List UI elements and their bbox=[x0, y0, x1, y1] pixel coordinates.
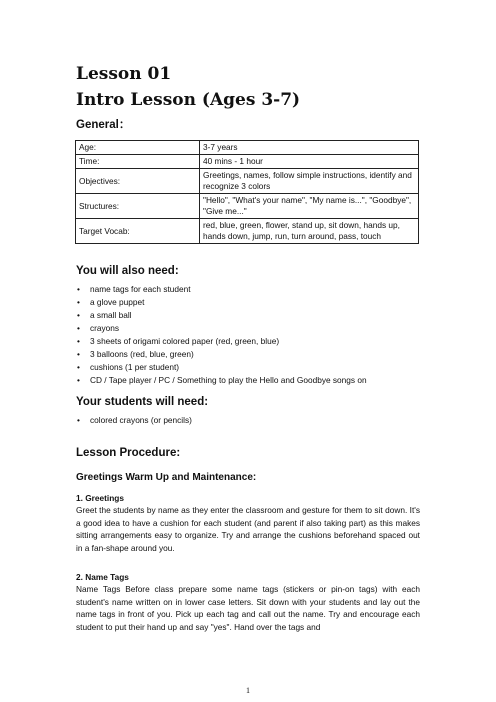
bullet-icon: • bbox=[77, 310, 80, 320]
warmup-heading: Greetings Warm Up and Maintenance: bbox=[76, 472, 257, 483]
list-item bbox=[76, 414, 192, 427]
student-materials-list bbox=[76, 414, 192, 427]
page-number: 1 bbox=[246, 686, 250, 695]
list-item-text: colored crayons (or pencils) bbox=[90, 415, 192, 425]
list-item-text: 3 balloons (red, blue, green) bbox=[90, 349, 194, 359]
lesson-info-table bbox=[75, 140, 419, 244]
bullet-icon: • bbox=[77, 375, 80, 385]
greetings-section bbox=[76, 492, 420, 554]
list-item bbox=[76, 374, 367, 387]
bullet-icon: • bbox=[77, 349, 80, 359]
bullet-icon: • bbox=[77, 336, 80, 346]
info-key: Structures: bbox=[76, 194, 200, 219]
name-tags-text: Name Tags Before class prepare some name tags (stickers or pin-on tags) with each student's name written on in lower case letters. Sit down with your students and lay out the name tags in front of you. Pick up each tag and call out the name. Try and encourage each student to put their hand up and say "yes". Hand over the tags and bbox=[76, 584, 420, 632]
name-tags-section bbox=[76, 571, 420, 633]
list-item-text: crayons bbox=[90, 323, 120, 333]
bullet-icon: • bbox=[77, 362, 80, 372]
info-key: Age: bbox=[76, 141, 200, 155]
info-row bbox=[76, 155, 419, 169]
materials-list bbox=[76, 283, 367, 387]
name-tags-label: 2. Name Tags bbox=[76, 572, 129, 582]
info-value: "Hello", "What's your name", "My name is...", "Goodbye", "Give me..." bbox=[200, 194, 419, 219]
list-item bbox=[76, 309, 367, 322]
also-need-heading: You will also need: bbox=[76, 265, 179, 277]
general-heading: General： bbox=[76, 119, 131, 131]
info-key: Target Vocab: bbox=[76, 219, 200, 244]
list-item bbox=[76, 335, 367, 348]
info-value: Greetings, names, follow simple instructions, identify and recognize 3 colors bbox=[200, 169, 419, 194]
bullet-icon: • bbox=[77, 284, 80, 294]
list-item-text: a glove puppet bbox=[90, 297, 145, 307]
bullet-icon: • bbox=[77, 297, 80, 307]
lesson-title: Intro Lesson (Ages 3-7) bbox=[76, 90, 301, 110]
list-item-text: CD / Tape player / PC / Something to play the Hello and Goodbye songs on bbox=[90, 375, 367, 385]
list-item-text: 3 sheets of origami colored paper (red, green, blue) bbox=[90, 336, 280, 346]
info-row bbox=[76, 169, 419, 194]
list-item bbox=[76, 361, 367, 374]
lesson-number-title: Lesson 01 bbox=[76, 64, 172, 84]
list-item bbox=[76, 296, 367, 309]
info-key: Time: bbox=[76, 155, 200, 169]
info-value: 3-7 years bbox=[200, 141, 419, 155]
students-need-heading: Your students will need: bbox=[76, 396, 209, 408]
list-item bbox=[76, 322, 367, 335]
info-row bbox=[76, 194, 419, 219]
info-row bbox=[76, 219, 419, 244]
list-item-text: a small ball bbox=[90, 310, 132, 320]
info-value: 40 mins - 1 hour bbox=[200, 155, 419, 169]
list-item-text: name tags for each student bbox=[90, 284, 191, 294]
info-value: red, blue, green, flower, stand up, sit down, hands up, hands down, jump, run, turn around, pass, touch bbox=[200, 219, 419, 244]
list-item bbox=[76, 348, 367, 361]
bullet-icon: • bbox=[77, 323, 80, 333]
info-key: Objectives: bbox=[76, 169, 200, 194]
list-item-text: cushions (1 per student) bbox=[90, 362, 180, 372]
bullet-icon: • bbox=[77, 415, 80, 425]
procedure-heading: Lesson Procedure: bbox=[76, 447, 181, 459]
info-row bbox=[76, 141, 419, 155]
greetings-label: 1. Greetings bbox=[76, 493, 124, 503]
greetings-text: Greet the students by name as they enter the classroom and gesture for them to sit down. It's a good idea to have a cushion for each student (and parent if also taking part) as this makes sitting arrangements easy to organize. Try and arrange the cushions beforehand spaced out in a fan-shape around you. bbox=[76, 505, 420, 553]
list-item bbox=[76, 283, 367, 296]
